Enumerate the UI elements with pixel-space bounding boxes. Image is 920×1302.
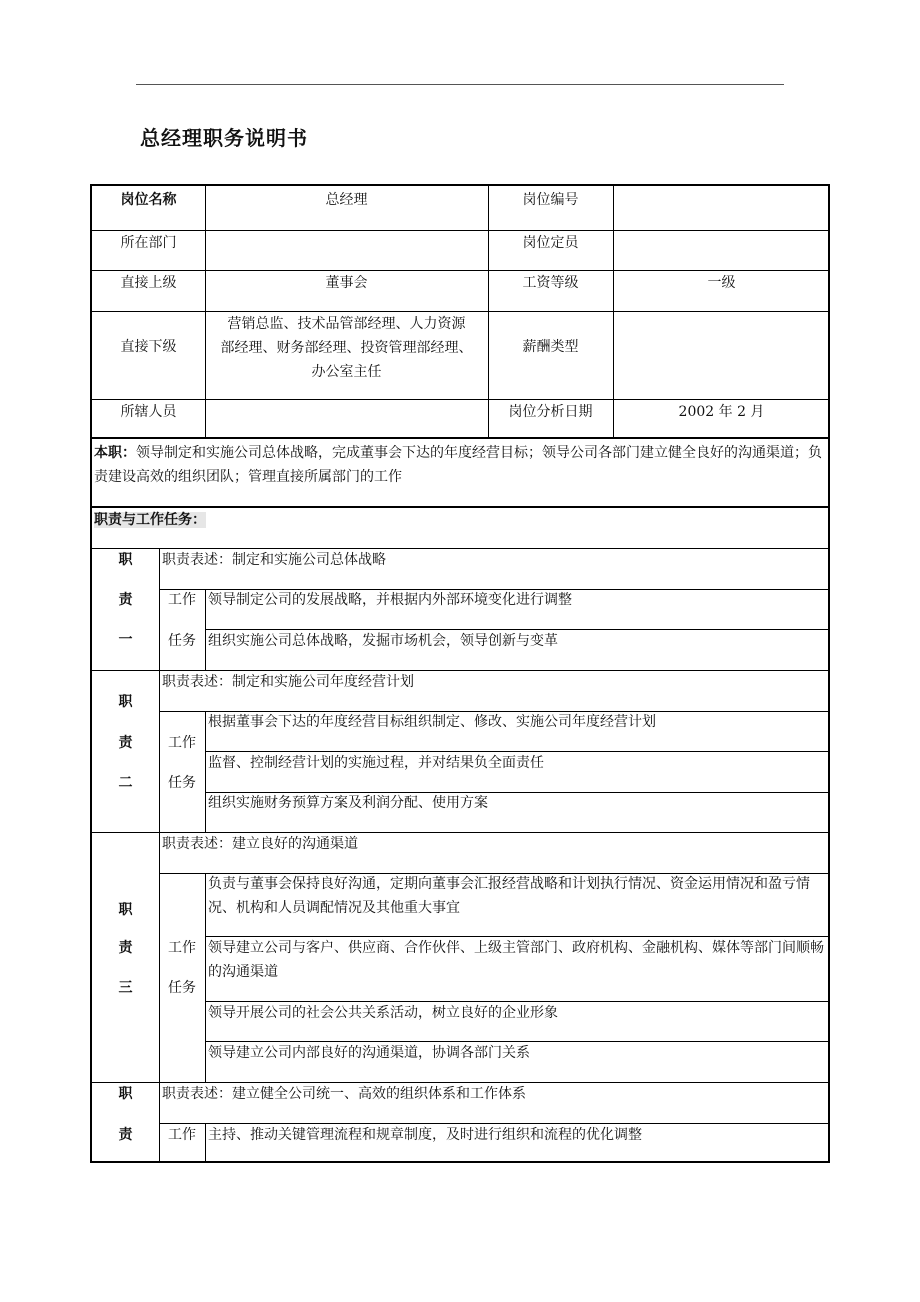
task-label: 任务 [168, 633, 196, 649]
grid-line [92, 506, 828, 508]
task-item: 组织实施财务预算方案及利润分配、使用方案 [208, 795, 488, 811]
task-item: 根据董事会下达的年度经营目标组织制定、修改、实施公司年度经营计划 [208, 714, 656, 730]
responsibility-statement: 职责表述：建立良好的沟通渠道 [162, 836, 358, 852]
page-title: 总经理职务说明书 [140, 126, 308, 150]
responsibility-char: 职 [118, 1086, 133, 1102]
responsibility-char: 二 [118, 775, 133, 791]
task-item: 监督、控制经营计划的实施过程，并对结果负全面责任 [208, 755, 544, 771]
task-item: 主持、推动关键管理流程和规章制度，及时进行组织和流程的优化调整 [208, 1127, 642, 1143]
grid-line [92, 670, 828, 671]
job-description-table [90, 184, 830, 1161]
grid-line [92, 832, 828, 833]
responsibility-statement: 职责表述：制定和实施公司总体战略 [162, 552, 386, 568]
responsibility-char: 职 [118, 902, 133, 918]
pay-type-label: 薪酬类型 [522, 339, 579, 355]
duty-summary-label: 本职： [94, 445, 136, 461]
task-item: 领导开展公司的社会公共关系活动，树立良好的企业形象 [208, 1005, 558, 1021]
grid-line [205, 711, 206, 832]
grid-line [205, 873, 206, 1082]
subordinates-line: 部经理、财务部经理、投资管理部经理、 [220, 340, 473, 356]
grid-line [92, 230, 828, 231]
department-label: 所在部门 [120, 235, 177, 251]
superior-label: 直接上级 [120, 275, 177, 291]
task-item: 负责与董事会保持良好沟通，定期向董事会汇报经营战略和计划执行情况、资金运用情况和盈亏情况、机构和人员调配情况及其他重大事宜 [208, 876, 810, 916]
position-name-label: 岗位名称 [120, 192, 177, 208]
salary-grade-label: 工资等级 [522, 275, 579, 291]
responsibility-char: 职 [118, 552, 133, 568]
headcount-label: 岗位定员 [522, 235, 579, 251]
responsibility-char: 职 [118, 694, 133, 710]
header-rule [136, 84, 784, 85]
subordinates-line: 营销总监、技术品管部经理、人力资源 [227, 316, 466, 332]
responsibility-char: 责 [118, 940, 133, 956]
staff-label: 所辖人员 [120, 404, 177, 420]
subordinates-line: 办公室主任 [311, 364, 382, 380]
task-label: 任务 [168, 980, 196, 996]
superior-value: 董事会 [325, 275, 368, 291]
task-label: 任务 [168, 775, 196, 791]
task-item: 领导建立公司与客户、供应商、合作伙伴、上级主管部门、政府机构、金融机构、媒体等部门间顺畅的沟通渠道 [208, 940, 824, 980]
grid-line [92, 1082, 828, 1083]
duty-summary-text: 领导制定和实施公司总体战略，完成董事会下达的年度经营目标；领导公司各部门建立健全良好的沟通渠道；负责建设高效的组织团队；管理直接所属部门的工作 [94, 445, 822, 485]
analysis-date-label: 岗位分析日期 [508, 404, 593, 420]
responsibility-char: 责 [118, 1127, 133, 1143]
salary-grade-value: 一级 [707, 275, 736, 291]
subordinates-label: 直接下级 [120, 339, 177, 355]
grid-line [205, 1001, 828, 1002]
grid-line [92, 270, 828, 271]
grid-line [205, 792, 828, 793]
responsibility-statement: 职责表述：建立健全公司统一、高效的组织体系和工作体系 [162, 1086, 526, 1102]
task-label: 工作 [168, 940, 196, 956]
grid-line [205, 629, 828, 630]
responsibility-statement: 职责表述：制定和实施公司年度经营计划 [162, 674, 414, 690]
task-label: 工作 [168, 592, 196, 608]
grid-line [90, 1161, 830, 1163]
task-label: 工作 [168, 735, 196, 751]
position-name-value: 总经理 [325, 192, 368, 208]
grid-line [92, 437, 828, 439]
responsibility-char: 三 [118, 980, 133, 996]
grid-line [92, 311, 828, 312]
grid-line [159, 1123, 828, 1124]
responsibility-char: 责 [118, 735, 133, 751]
responsibility-char: 责 [118, 592, 133, 608]
grid-line [205, 1123, 206, 1163]
grid-line [205, 751, 828, 752]
grid-line [205, 1041, 828, 1042]
task-item: 领导制定公司的发展战略，并根据内外部环境变化进行调整 [208, 592, 572, 608]
analysis-date-value: 2002 年 2 月 [678, 404, 765, 420]
responsibility-char: 一 [118, 632, 133, 648]
grid-line [92, 399, 828, 400]
task-item: 组织实施公司总体战略，发掘市场机会，领导创新与变革 [208, 633, 558, 649]
responsibilities-header: 职责与工作任务： [94, 512, 206, 528]
task-item: 领导建立公司内部良好的沟通渠道，协调各部门关系 [208, 1045, 530, 1061]
duty-summary [94, 441, 828, 489]
task-label: 工作 [168, 1127, 196, 1143]
grid-line [159, 589, 828, 590]
grid-line [159, 711, 828, 712]
grid-line [92, 548, 828, 549]
position-code-label: 岗位编号 [522, 192, 579, 208]
